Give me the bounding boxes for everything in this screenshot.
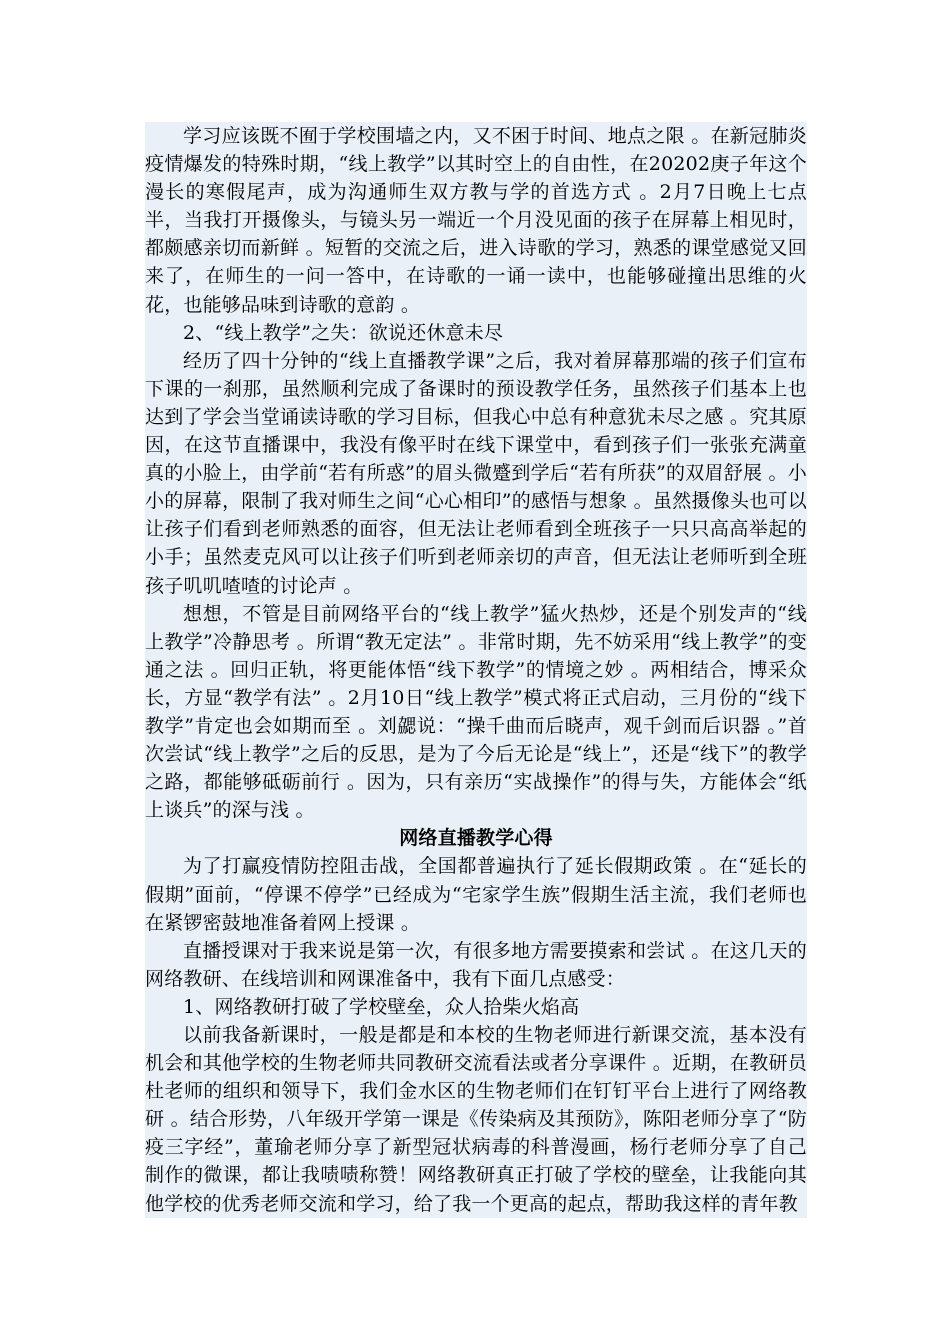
body-paragraph: 直播授课对于我来说是第一次，有很多地方需要摸索和尝试 。在这几天的网络教研、在线培训和网课准备中，我有下面几点感受： [145, 939, 807, 990]
body-paragraph: 学习应该既不囿于学校围墙之内，又不困于时间、地点之限 。在新冠肺炎疫情爆发的特殊时期，“线上教学”以其时空上的自由性，在20202庚子年这个漫长的寒假尾声，成为沟通师生双方教与学的首选方式 。2月7日晚上七点半，当我打开摄像头，与镜头另一端近一个月没见面的孩子在屏幕上相见时，都颇感亲切而新鲜 。短暂的交流之后，进入诗歌的学习，熟悉的课堂感觉又回来了，在师生的一问一答中，在诗歌的一诵一读中，也能够碰撞出思维的火花，也能够品味到诗歌的意韵 。 [145, 125, 807, 316]
body-paragraph: 想想，不管是目前网络平台的“线上教学”猛火热炒，还是个别发声的“线上教学”冷静思考 。所谓“教无定法” 。非常时期，先不妨采用“线上教学”的变通之法 。回归正轨，将更能体悟“线下教学”的情境之妙 。两相结合，博采众长，方显“教学有法” 。2月10日“线上教学”模式将正式启动，三月份的“线下教学”肯定也会如期而至 。刘勰说：“操千曲而后晓声，观千剑而后识器 。”首次尝试“线上教学”之后的反思，是为了今后无论是“线上”，还是“线下”的教学之路，都能够砥砺前行 。因为，只有亲历“实战操作”的得与失，方能体会“纸上谈兵”的深与浅 。 [145, 602, 807, 822]
body-paragraph: 为了打赢疫情防控阻击战，全国都普遍执行了延长假期政策 。在“延长的假期”面前，“停课不停学”已经成为“宅家学生族”假期生活主流，我们老师也在紧锣密鼓地准备着网上授课 。 [145, 855, 807, 934]
section-subheading: 2、“线上教学”之失：欲说还休意未尽 [183, 321, 504, 344]
article-title: 网络直播教学心得 [399, 827, 553, 850]
document-page [145, 122, 807, 1218]
body-paragraph: 以前我备新课时，一般是都是和本校的生物老师进行新课交流，基本没有机会和其他学校的生物老师共同教研交流看法或者分享课件 。近期，在教研员杜老师的组织和领导下，我们金水区的生物老师们在钉钉平台上进行了网络教研 。结合形势，八年级开学第一课是《传染病及其预防》，陈阳老师分享了“防疫三字经”，董瑜老师分享了新型冠状病毒的科普漫画，杨行老师分享了自己制作的微课，都让我啧啧称赞！网络教研真正打破了学校的壁垒，让我能向其他学校的优秀老师交流和学习，给了我一个更高的起点，帮助我这样的青年教 [145, 1024, 807, 1215]
body-paragraph: 经历了四十分钟的“线上直播教学课”之后，我对着屏幕那端的孩子们宣布下课的一刹那，虽然顺利完成了备课时的预设教学任务，虽然孩子们基本上也达到了学会当堂诵读诗歌的学习目标，但我心中总有种意犹未尽之感 。究其原因，在这节直播课中，我没有像平时在线下课堂中，看到孩子们一张张充满童真的小脸上，由学前“若有所惑”的眉头微蹙到学后“若有所获”的双眉舒展 。小小的屏幕，限制了我对师生之间“心心相印”的感悟与想象 。虽然摄像头也可以让孩子们看到老师熟悉的面容，但无法让老师看到全班孩子一只只高高举起的小手；虽然麦克风可以让孩子们听到老师亲切的声音，但无法让老师听到全班孩子叽叽喳喳的讨论声 。 [145, 349, 807, 597]
section-subheading: 1、网络教研打破了学校壁垒，众人拾柴火焰高 [183, 995, 580, 1018]
document-body [145, 122, 807, 1218]
